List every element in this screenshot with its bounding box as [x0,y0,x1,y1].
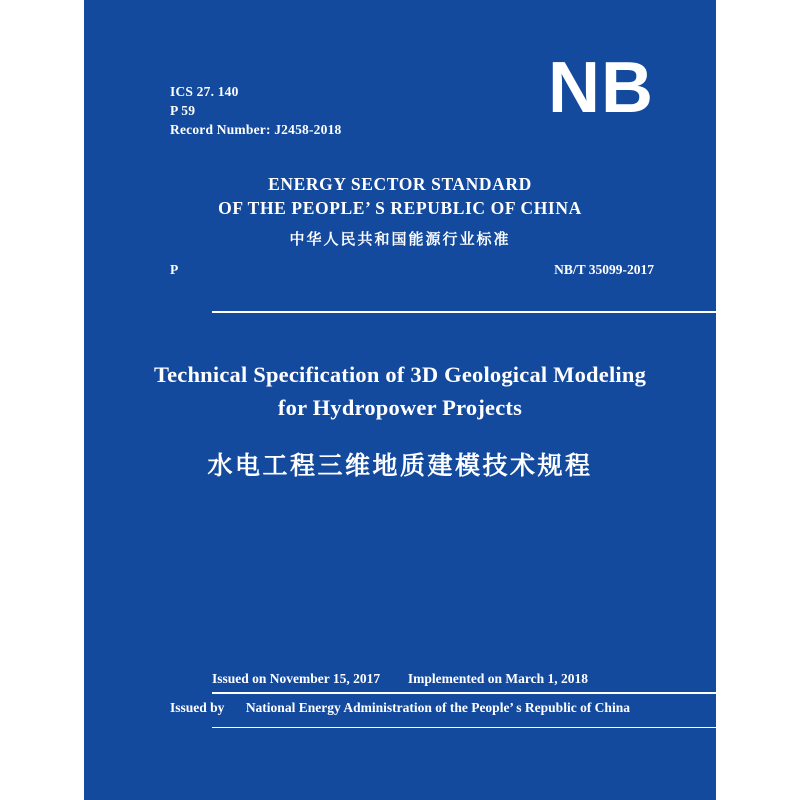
nb-logo: NB [548,48,654,128]
title-en-line-1: Technical Specification of 3D Geological Modeling [153,362,647,387]
organization-line-en-1: ENERGY SECTOR STANDARD [268,174,532,194]
standard-number: NB/T 35099-2017 [554,262,654,277]
title-cn: 水电工程三维地质建模技术规程 [207,451,593,480]
designation-row [170,262,654,278]
organization-line-en-2: OF THE PEOPLE’ S REPUBLIC OF CHINA [218,198,582,218]
category-code: P [170,262,179,277]
divider-bottom-upper [212,692,772,694]
ics-code: ICS 27. 140 [170,84,239,99]
issuer-row [84,700,716,716]
divider-top [212,311,772,313]
dates-row [212,671,588,687]
issuing-organization-block [84,172,716,252]
organization-line-cn: 中华人民共和国能源行业标准 [289,230,511,248]
title-block [84,358,716,486]
issued-by-organization: National Energy Administration of the People’ s Republic of China [245,700,630,715]
cover-meta-block [170,82,341,139]
implemented-on-date: Implemented on March 1, 2018 [407,671,588,686]
record-number: Record Number: J2458-2018 [170,122,342,137]
issued-by-label: Issued by [170,700,225,715]
issued-on-date: Issued on November 15, 2017 [212,671,381,686]
classification-code: P 59 [170,103,196,118]
title-en-line-2: for Hydropower Projects [277,395,523,420]
divider-bottom-lower [212,727,772,728]
standard-cover [84,0,716,800]
